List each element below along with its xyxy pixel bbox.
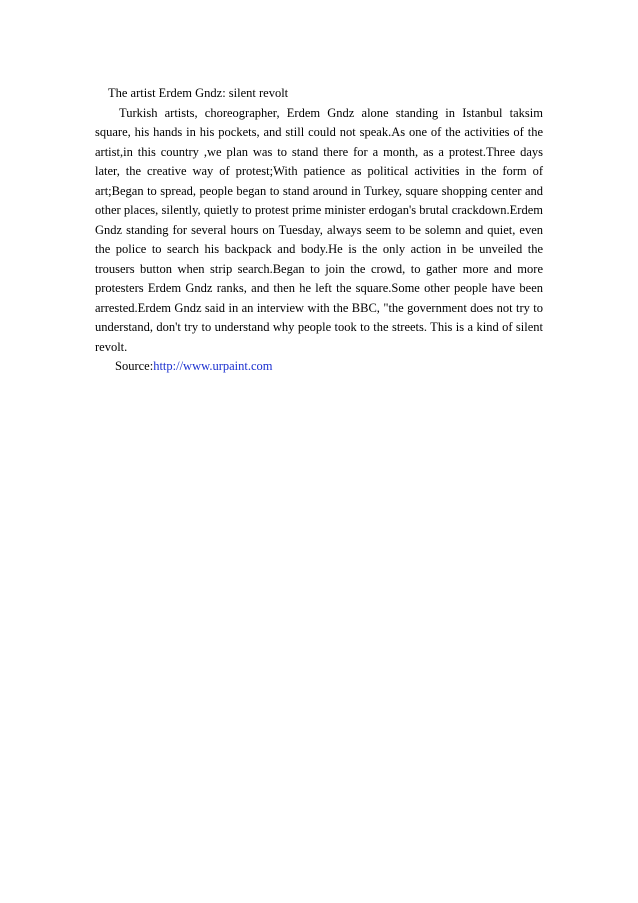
source-label: Source: <box>115 359 154 373</box>
source-link[interactable]: http://www.urpaint.com <box>153 359 273 373</box>
source-line <box>95 357 543 377</box>
article-body: Turkish artists, choreographer, Erdem Gndz alone standing in Istanbul taksim square, his hands in his pockets, and still could not speak.As one of the activities of the artist,in this country ,we plan was to stand there for a month, as a protest.Three days later, the creative way of protest;With patience as political activities in the form of art;Began to spread, people began to stand around in Turkey, square shopping center and other places, silently, quietly to protest prime minister erdogan's brutal crackdown.Erdem Gndz standing for several hours on Tuesday, always seem to be solemn and quiet, even the police to search his backpack and body.He is the only action in be unveiled the trousers button when strip search.Began to join the crowd, to gather more and more protesters Erdem Gndz ranks, and then he left the square.Some other people have been arrested.Erdem Gndz said in an interview with the BBC, "the government does not try to understand, don't try to understand why people took to the streets. This is a kind of silent revolt. <box>95 105 543 354</box>
article-title: The artist Erdem Gndz: silent revolt <box>108 86 289 100</box>
article <box>95 84 543 377</box>
